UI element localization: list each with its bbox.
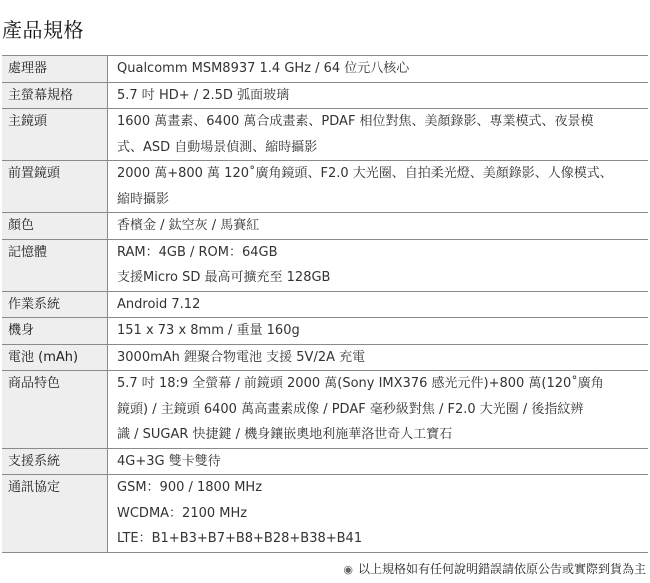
disclaimer-note <box>343 560 646 577</box>
spec-label: 主鏡頭 <box>2 109 108 161</box>
spec-value-line: GSM：900 / 1800 MHz <box>117 480 263 495</box>
spec-label: 支援系統 <box>2 448 108 475</box>
spec-value-line: RAM：4GB / ROM：64GB <box>117 244 278 260</box>
disclaimer-text: 以上規格如有任何說明錯誤請依原公告或實際到貨為主 <box>357 562 646 576</box>
spec-row <box>2 161 648 213</box>
spec-row <box>2 318 648 345</box>
spec-value-line: 151 x 73 x 8mm / 重量 160g <box>117 323 300 338</box>
spec-value-line: 支援Micro SD 最高可擴充至 128GB <box>117 270 331 285</box>
spec-row <box>2 344 648 371</box>
spec-value <box>108 371 649 449</box>
spec-label: 處理器 <box>2 56 108 83</box>
page-title: 產品規格 <box>2 18 84 42</box>
spec-label: 顏色 <box>2 213 108 240</box>
spec-row <box>2 239 648 291</box>
spec-value-line: 式、ASD 自動場景偵測、縮時攝影 <box>117 139 318 155</box>
spec-row <box>2 82 648 109</box>
spec-value <box>108 56 649 83</box>
spec-row <box>2 56 648 83</box>
spec-value <box>108 239 649 291</box>
spec-label: 電池 (mAh) <box>2 344 108 371</box>
spec-label: 記憶體 <box>2 239 108 291</box>
spec-value <box>108 318 649 345</box>
spec-value-line: 鏡頭) / 主鏡頭 6400 萬高畫素成像 / PDAF 毫秒級對焦 / F2.0 大光圈 / 後指紋辨 <box>117 401 584 417</box>
spec-value-line: 1600 萬畫素、6400 萬合成畫素、PDAF 相位對焦、美顏錄影、專業模式、夜景模 <box>117 114 594 129</box>
spec-value-line: LTE：B1+B3+B7+B8+B28+B38+B41 <box>117 531 363 546</box>
spec-label: 機身 <box>2 318 108 345</box>
spec-value <box>108 82 649 109</box>
spec-row <box>2 213 648 240</box>
spec-value-line: WCDMA：2100 MHz <box>117 505 248 521</box>
spec-value-line: 香檳金 / 鈦空灰 / 馬賽紅 <box>117 218 260 233</box>
spec-value <box>108 213 649 240</box>
spec-value <box>108 448 649 475</box>
spec-value <box>108 344 649 371</box>
spec-value-line: 識 / SUGAR 快捷鍵 / 機身鑲嵌奧地利施華洛世奇人工寶石 <box>117 427 453 442</box>
spec-label: 前置鏡頭 <box>2 161 108 213</box>
spec-value-line: 4G+3G 雙卡雙待 <box>117 453 221 469</box>
spec-label: 通訊協定 <box>2 475 108 553</box>
spec-value <box>108 475 649 553</box>
spec-row <box>2 371 648 449</box>
spec-value <box>108 291 649 318</box>
spec-label: 作業系統 <box>2 291 108 318</box>
spec-table <box>2 55 648 553</box>
spec-row <box>2 448 648 475</box>
spec-value-line: Qualcomm MSM8937 1.4 GHz / 64 位元八核心 <box>117 61 410 76</box>
spec-value-line: 5.7 吋 18:9 全螢幕 / 前鏡頭 2000 萬(Sony IMX376 感光元件)+800 萬(120˚廣角 <box>117 376 604 391</box>
spec-table-body <box>2 56 648 553</box>
spec-value-line: 2000 萬+800 萬 120˚廣角鏡頭、F2.0 大光圈、自拍柔光燈、美顏錄影、人像模式、 <box>117 166 613 181</box>
spec-row <box>2 475 648 553</box>
spec-label: 商品特色 <box>2 371 108 449</box>
spec-row <box>2 109 648 161</box>
spec-value-line: Android 7.12 <box>117 296 201 312</box>
spec-value <box>108 161 649 213</box>
spec-row <box>2 291 648 318</box>
spec-value <box>108 109 649 161</box>
spec-value-line: 縮時攝影 <box>117 191 170 207</box>
bullet-icon: ◉ <box>343 563 353 576</box>
spec-value-line: 3000mAh 鋰聚合物電池 支援 5V/2A 充電 <box>117 349 366 365</box>
spec-label: 主螢幕規格 <box>2 82 108 109</box>
spec-value-line: 5.7 吋 HD+ / 2.5D 弧面玻璃 <box>117 87 290 103</box>
